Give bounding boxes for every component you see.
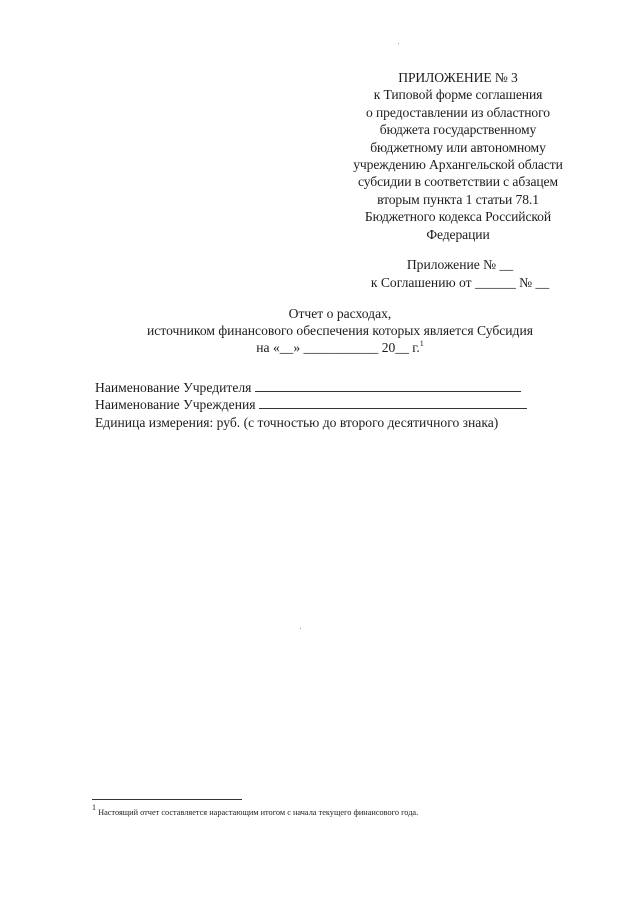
unit-line: Единица измерения: руб. (с точностью до второго десятичного знака) bbox=[95, 414, 499, 430]
appendix-line: субсидии в соответствии с абзацем bbox=[358, 174, 558, 190]
founder-field bbox=[95, 379, 575, 396]
appendix-line: бюджетному или автономному bbox=[370, 139, 546, 155]
institution-label: Наименование Учреждения bbox=[95, 397, 256, 413]
appendix-number-line: Приложение № __ bbox=[406, 257, 514, 272]
appendix-line: к Типовой форме соглашения bbox=[373, 87, 543, 103]
report-title bbox=[90, 305, 590, 357]
agreement-reference bbox=[330, 256, 590, 292]
footnote bbox=[92, 803, 612, 818]
appendix-line: о предоставлении из областного bbox=[366, 104, 550, 120]
footnote-mark: 1 bbox=[92, 803, 96, 813]
agreement-date-line: к Соглашению от ______ № __ bbox=[370, 274, 550, 290]
report-date-text: на «__» ___________ 20__ г. bbox=[256, 340, 420, 356]
appendix-line: бюджета государственному bbox=[379, 122, 537, 138]
scan-speck bbox=[398, 43, 399, 44]
report-fields bbox=[95, 379, 575, 431]
appendix-line: ПРИЛОЖЕНИЕ № 3 bbox=[398, 70, 518, 85]
appendix-line: Федерации bbox=[426, 226, 490, 242]
report-title-line: источником финансового обеспечения которых является Субсидия bbox=[147, 323, 533, 339]
footnote-separator bbox=[92, 799, 242, 800]
footnote-reference: 1 bbox=[419, 338, 424, 348]
footnote-text: Настоящий отчет составляется нарастающим итогом с начала текущего финансового года. bbox=[98, 808, 419, 817]
appendix-line: Бюджетного кодекса Российской bbox=[364, 209, 552, 225]
scan-speck bbox=[300, 628, 301, 629]
founder-blank-line[interactable] bbox=[255, 379, 521, 392]
appendix-line: учреждению Архангельской области bbox=[353, 157, 563, 173]
report-title-line: Отчет о расходах, bbox=[288, 306, 392, 321]
institution-field bbox=[95, 396, 575, 413]
appendix-header bbox=[333, 69, 583, 243]
founder-label: Наименование Учредителя bbox=[95, 380, 252, 395]
institution-blank-line[interactable] bbox=[259, 396, 527, 409]
report-date-line bbox=[90, 339, 590, 356]
appendix-line: вторым пункта 1 статьи 78.1 bbox=[377, 191, 539, 207]
